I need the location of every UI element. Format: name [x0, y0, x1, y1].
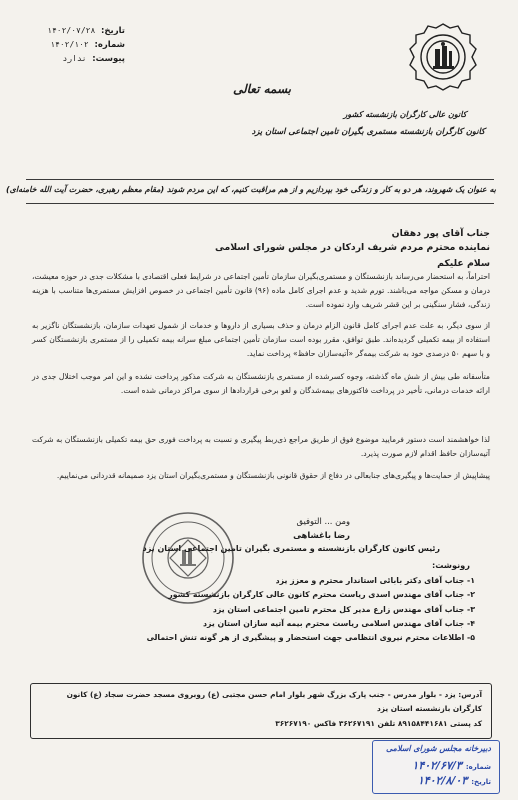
bismillah-heading: بسمه تعالی [232, 82, 292, 96]
stamp-number-value: ۱۴۰۲/۶۷/۳ [412, 759, 462, 772]
cc-item: ۳- جناب آقای مهندس زارع مدیر کل محترم تامین اجتماعی استان یزد [212, 604, 475, 614]
stamp-number-row [379, 759, 491, 772]
signer-name: رضا باغشاهی [293, 530, 350, 540]
cc-item: ۲- جناب آقای مهندس اسدی ریاست محترم کانون عالی کارگران بازنشسته کشور [168, 590, 475, 600]
body-paragraph-5: پیشاپیش از حمایت‌ها و پیگیری‌های جنابعالی در دفاع از حقوق قانونی بازنشستگان و مستمری‌بگیران استان یزد صمیمانه قدردانی می‌نماییم. [56, 471, 490, 480]
date-row [30, 24, 125, 38]
number-row [30, 38, 125, 52]
cc-list [146, 574, 475, 645]
stamp-date-label: تاریخ: [471, 778, 491, 786]
attachment-row [30, 52, 125, 66]
date-value: ۱۴۰۲/۰۷/۲۸ [47, 26, 96, 35]
cc-item: ۵- اطلاعات محترم نیروی انتظامی جهت استحضار و پیشگیری از هر گونه تنش احتمالی [146, 633, 475, 643]
addressee-title: نماینده محترم مردم شریف اردکان در مجلس شورای اسلامی [215, 242, 490, 253]
body-paragraph-4: لذا خواهشمند است دستور فرمایید موضوع فوق از طریق مراجع ذی‌ربط پیگیری و نسبت به پرداخت فوری حق بیمه تکمیلی بازنشستگان به شرکت آتیه‌سازان حافظ اقدام لازم صورت پذیرد. [32, 435, 490, 459]
greeting: سلام علیکم [437, 258, 490, 269]
closing-phrase: ومن ... التوفیق [296, 516, 350, 526]
footer-contact: کد پستی ۸۹۱۵۸۴۴۱۶۸۱ تلفن ۳۶۲۶۷۱۹۱ فاکس ۳۶۲۶۷۱۹۰ [275, 719, 482, 728]
body-paragraph-2: از سوی دیگر، به علت عدم اجرای کامل قانون الزام درمان و حذف بسیاری از داروها و خدمات از شمول تعهدات سازمان، بازنشستگان ناگزیر به استفاده از بیمه تکمیلی گردیده‌اند. طبق توافق، مقرر بوده است سازمان تأمین اجتماعی مبلغ سرانه بیمه تکمیلی را از مستمری بازنشستگان کسر و با سهم ۵۰ درصدی خود به شرکت بیمه‌گر «آتیه‌سازان حافظ» پرداخت نماید. [32, 321, 490, 359]
addressee-name: جناب آقای پور دهقان [391, 228, 490, 239]
attachment-label: پیوست: [92, 54, 125, 64]
signer-title: رئیس کانون کارگران بازنشسته و مستمری بگیران تامین اجتماعی استان یزد [142, 544, 440, 553]
stamp-number-label: شماره: [465, 763, 491, 771]
org-name-line1: کانون عالی کارگران بازنشسته کشور [343, 110, 467, 119]
body-paragraph-1: احتراماً، به استحضار می‌رساند بازنشستگان و مستمری‌بگیران سازمان تأمین اجتماعی در شرایط فعلی اقتصادی با مشکلات جدی در حوزه معیشت، درمان و مسکن مواجه می‌باشند. تورم شدید و عدم اجرای کامل ماده (۹۶) قانون تأمین اجتماعی در خصوص افزایش مستمری‌ها متناسب با هزینه زندگی، فشار سنگینی بر این قشر شریف وارد نموده است. [31, 272, 490, 310]
divider-top [26, 179, 494, 180]
body-paragraph-3: متأسفانه طی بیش از شش ماه گذشته، وجوه کسرشده از مستمری بازنشستگان به شرکت مذکور پرداخت نشده و این امر موجب اختلال جدی در ارائه خدمات درمانی، تأخیر در پرداخت فاکتورهای بیمه‌شدگان و لغو برخی قراردادها از سوی مراکز درمانی شده است. [32, 372, 490, 396]
received-stamp [372, 740, 500, 794]
cc-item: ۴- جناب آقای مهندس اسلامی ریاست محترم بیمه آتیه سازان استان یزد [202, 618, 475, 628]
stamp-date-value: ۱۴۰۲/۸/۰۳ [417, 774, 468, 787]
date-label: تاریخ: [101, 26, 125, 36]
slogan: به عنوان یک شهروند، هر دو به کار و زندگی خود بپردازیم و از هم مراقبت کنیم، که این مردم شوند (مقام معظم رهبری، حضرت آیت الله خامنه‌ای) [6, 185, 496, 194]
organization-logo-icon [408, 22, 478, 92]
stamp-date-row [379, 774, 491, 787]
number-value: ۱۴۰۲/۱۰۲ [50, 40, 89, 49]
divider-bottom [26, 203, 494, 204]
stamp-title: دبیرخانه مجلس شورای اسلامی [385, 744, 491, 753]
org-name-line2: کانون کارگران بازنشسته مستمری بگیران تامین اجتماعی استان یزد [251, 126, 485, 136]
attachment-value: ندارد [62, 54, 87, 63]
footer-address-line2: کارگران بازنشسته استان یزد [377, 704, 482, 713]
cc-title: رونوشت: [431, 560, 470, 570]
cc-item: ۱- جناب آقای دکتر بابائی استاندار محترم و معزز یزد [275, 576, 475, 585]
letter-meta [30, 24, 125, 66]
number-label: شماره: [94, 40, 125, 50]
footer-address: آدرس: یزد - بلوار مدرس - جنب پارک بزرگ شهر بلوار امام حسن مجتبی (ع) روبروی مسجد حضرت سجاد (ع) کانون [66, 690, 482, 699]
